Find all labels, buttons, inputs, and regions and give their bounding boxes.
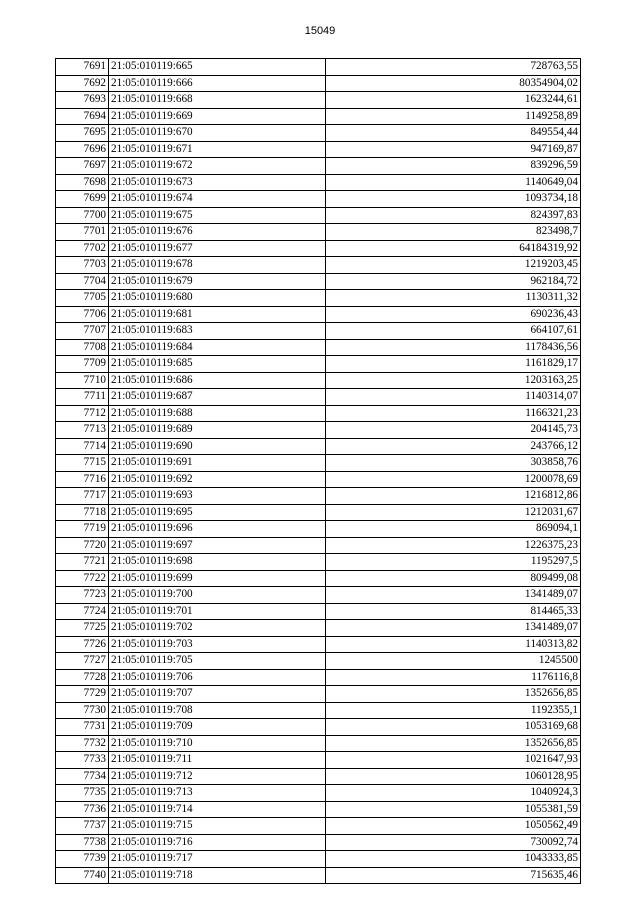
row-number-cell: 7729 <box>56 686 109 703</box>
row-number-cell: 7698 <box>56 174 109 191</box>
value-cell: 1341489,07 <box>326 620 581 637</box>
row-number-cell: 7702 <box>56 240 109 257</box>
cadastral-number-cell: 21:05:010119:696 <box>109 521 326 538</box>
row-number-cell: 7709 <box>56 356 109 373</box>
table-row <box>56 438 581 455</box>
row-number-cell: 7727 <box>56 653 109 670</box>
cadastral-number-cell: 21:05:010119:701 <box>109 603 326 620</box>
cadastral-number-cell: 21:05:010119:711 <box>109 752 326 769</box>
value-cell: 849554,44 <box>326 125 581 142</box>
page-number: 15049 <box>304 25 336 37</box>
value-cell: 1149258,89 <box>326 108 581 125</box>
value-cell: 1245500 <box>326 653 581 670</box>
table-row <box>56 834 581 851</box>
row-number-cell: 7723 <box>56 587 109 604</box>
row-number-cell: 7737 <box>56 818 109 835</box>
cadastral-number-cell: 21:05:010119:689 <box>109 422 326 439</box>
cadastral-number-cell: 21:05:010119:699 <box>109 570 326 587</box>
table-row <box>56 306 581 323</box>
cadastral-number-cell: 21:05:010119:712 <box>109 768 326 785</box>
row-number-cell: 7699 <box>56 191 109 208</box>
table-row <box>56 257 581 274</box>
cadastral-number-cell: 21:05:010119:679 <box>109 273 326 290</box>
value-cell: 1341489,07 <box>326 587 581 604</box>
row-number-cell: 7710 <box>56 372 109 389</box>
table-row <box>56 785 581 802</box>
value-cell: 1216812,86 <box>326 488 581 505</box>
row-number-cell: 7708 <box>56 339 109 356</box>
value-cell: 1043333,85 <box>326 851 581 868</box>
value-cell: 1212031,67 <box>326 504 581 521</box>
value-cell: 809499,08 <box>326 570 581 587</box>
row-number-cell: 7692 <box>56 75 109 92</box>
cadastral-number-cell: 21:05:010119:686 <box>109 372 326 389</box>
table-row <box>56 504 581 521</box>
table-row <box>56 339 581 356</box>
row-number-cell: 7725 <box>56 620 109 637</box>
table-row <box>56 92 581 109</box>
value-cell: 80354904,02 <box>326 75 581 92</box>
table-row <box>56 801 581 818</box>
table-row <box>56 224 581 241</box>
value-cell: 1226375,23 <box>326 537 581 554</box>
registry-table-body <box>56 59 581 884</box>
value-cell: 243766,12 <box>326 438 581 455</box>
cadastral-number-cell: 21:05:010119:678 <box>109 257 326 274</box>
row-number-cell: 7733 <box>56 752 109 769</box>
cadastral-number-cell: 21:05:010119:665 <box>109 59 326 76</box>
row-number-cell: 7724 <box>56 603 109 620</box>
cadastral-number-cell: 21:05:010119:688 <box>109 405 326 422</box>
table-row <box>56 587 581 604</box>
row-number-cell: 7714 <box>56 438 109 455</box>
table-row <box>56 636 581 653</box>
cadastral-number-cell: 21:05:010119:669 <box>109 108 326 125</box>
table-row <box>56 422 581 439</box>
cadastral-number-cell: 21:05:010119:718 <box>109 867 326 884</box>
value-cell: 1093734,18 <box>326 191 581 208</box>
table-row <box>56 768 581 785</box>
value-cell: 728763,55 <box>326 59 581 76</box>
value-cell: 1192355,1 <box>326 702 581 719</box>
row-number-cell: 7728 <box>56 669 109 686</box>
table-row <box>56 158 581 175</box>
value-cell: 1203163,25 <box>326 372 581 389</box>
table-row <box>56 389 581 406</box>
table-row <box>56 356 581 373</box>
value-cell: 1130311,32 <box>326 290 581 307</box>
table-row <box>56 603 581 620</box>
value-cell: 1140649,04 <box>326 174 581 191</box>
table-row <box>56 554 581 571</box>
row-number-cell: 7736 <box>56 801 109 818</box>
row-number-cell: 7695 <box>56 125 109 142</box>
row-number-cell: 7705 <box>56 290 109 307</box>
row-number-cell: 7693 <box>56 92 109 109</box>
table-row <box>56 174 581 191</box>
row-number-cell: 7735 <box>56 785 109 802</box>
table-row <box>56 323 581 340</box>
cadastral-number-cell: 21:05:010119:710 <box>109 735 326 752</box>
value-cell: 1176116,8 <box>326 669 581 686</box>
table-row <box>56 686 581 703</box>
cadastral-number-cell: 21:05:010119:695 <box>109 504 326 521</box>
table-row <box>56 570 581 587</box>
cadastral-number-cell: 21:05:010119:683 <box>109 323 326 340</box>
cadastral-number-cell: 21:05:010119:702 <box>109 620 326 637</box>
value-cell: 1040924,3 <box>326 785 581 802</box>
value-cell: 1021647,93 <box>326 752 581 769</box>
table-row <box>56 653 581 670</box>
row-number-cell: 7734 <box>56 768 109 785</box>
row-number-cell: 7712 <box>56 405 109 422</box>
value-cell: 690236,43 <box>326 306 581 323</box>
table-row <box>56 405 581 422</box>
value-cell: 64184319,92 <box>326 240 581 257</box>
row-number-cell: 7704 <box>56 273 109 290</box>
cadastral-number-cell: 21:05:010119:717 <box>109 851 326 868</box>
value-cell: 204145,73 <box>326 422 581 439</box>
cadastral-number-cell: 21:05:010119:713 <box>109 785 326 802</box>
row-number-cell: 7726 <box>56 636 109 653</box>
value-cell: 1140313,82 <box>326 636 581 653</box>
cadastral-number-cell: 21:05:010119:703 <box>109 636 326 653</box>
cadastral-number-cell: 21:05:010119:708 <box>109 702 326 719</box>
table-row <box>56 735 581 752</box>
cadastral-number-cell: 21:05:010119:671 <box>109 141 326 158</box>
row-number-cell: 7738 <box>56 834 109 851</box>
table-row <box>56 702 581 719</box>
value-cell: 664107,61 <box>326 323 581 340</box>
table-row <box>56 471 581 488</box>
cadastral-number-cell: 21:05:010119:685 <box>109 356 326 373</box>
table-row <box>56 818 581 835</box>
cadastral-number-cell: 21:05:010119:705 <box>109 653 326 670</box>
row-number-cell: 7739 <box>56 851 109 868</box>
row-number-cell: 7716 <box>56 471 109 488</box>
table-row <box>56 620 581 637</box>
table-row <box>56 273 581 290</box>
table-row <box>56 455 581 472</box>
value-cell: 1050562,49 <box>326 818 581 835</box>
cadastral-number-cell: 21:05:010119:714 <box>109 801 326 818</box>
cadastral-number-cell: 21:05:010119:698 <box>109 554 326 571</box>
row-number-cell: 7722 <box>56 570 109 587</box>
row-number-cell: 7740 <box>56 867 109 884</box>
value-cell: 962184,72 <box>326 273 581 290</box>
row-number-cell: 7700 <box>56 207 109 224</box>
value-cell: 1623244,61 <box>326 92 581 109</box>
cadastral-number-cell: 21:05:010119:687 <box>109 389 326 406</box>
cadastral-number-cell: 21:05:010119:715 <box>109 818 326 835</box>
value-cell: 1178436,56 <box>326 339 581 356</box>
value-cell: 814465,33 <box>326 603 581 620</box>
row-number-cell: 7730 <box>56 702 109 719</box>
row-number-cell: 7694 <box>56 108 109 125</box>
row-number-cell: 7732 <box>56 735 109 752</box>
row-number-cell: 7713 <box>56 422 109 439</box>
value-cell: 1352656,85 <box>326 686 581 703</box>
table-row <box>56 290 581 307</box>
row-number-cell: 7691 <box>56 59 109 76</box>
table-row <box>56 372 581 389</box>
cadastral-number-cell: 21:05:010119:691 <box>109 455 326 472</box>
table-row <box>56 867 581 884</box>
value-cell: 1352656,85 <box>326 735 581 752</box>
value-cell: 1161829,17 <box>326 356 581 373</box>
row-number-cell: 7715 <box>56 455 109 472</box>
value-cell: 823498,7 <box>326 224 581 241</box>
cadastral-number-cell: 21:05:010119:700 <box>109 587 326 604</box>
value-cell: 303858,76 <box>326 455 581 472</box>
table-row <box>56 537 581 554</box>
cadastral-number-cell: 21:05:010119:690 <box>109 438 326 455</box>
cadastral-number-cell: 21:05:010119:677 <box>109 240 326 257</box>
cadastral-number-cell: 21:05:010119:693 <box>109 488 326 505</box>
row-number-cell: 7720 <box>56 537 109 554</box>
value-cell: 839296,59 <box>326 158 581 175</box>
cadastral-number-cell: 21:05:010119:706 <box>109 669 326 686</box>
table-row <box>56 488 581 505</box>
row-number-cell: 7721 <box>56 554 109 571</box>
value-cell: 1219203,45 <box>326 257 581 274</box>
cadastral-number-cell: 21:05:010119:676 <box>109 224 326 241</box>
cadastral-number-cell: 21:05:010119:675 <box>109 207 326 224</box>
value-cell: 824397,83 <box>326 207 581 224</box>
row-number-cell: 7717 <box>56 488 109 505</box>
cadastral-number-cell: 21:05:010119:681 <box>109 306 326 323</box>
cadastral-number-cell: 21:05:010119:716 <box>109 834 326 851</box>
table-row <box>56 521 581 538</box>
value-cell: 1195297,5 <box>326 554 581 571</box>
cadastral-number-cell: 21:05:010119:666 <box>109 75 326 92</box>
value-cell: 1053169,68 <box>326 719 581 736</box>
value-cell: 947169,87 <box>326 141 581 158</box>
row-number-cell: 7697 <box>56 158 109 175</box>
value-cell: 1200078,69 <box>326 471 581 488</box>
table-row <box>56 669 581 686</box>
cadastral-number-cell: 21:05:010119:697 <box>109 537 326 554</box>
cadastral-number-cell: 21:05:010119:692 <box>109 471 326 488</box>
table-row <box>56 191 581 208</box>
value-cell: 730092,74 <box>326 834 581 851</box>
row-number-cell: 7731 <box>56 719 109 736</box>
table-row <box>56 75 581 92</box>
registry-table <box>55 58 581 884</box>
row-number-cell: 7718 <box>56 504 109 521</box>
table-row <box>56 851 581 868</box>
row-number-cell: 7719 <box>56 521 109 538</box>
table-row <box>56 719 581 736</box>
table-row <box>56 240 581 257</box>
cadastral-number-cell: 21:05:010119:674 <box>109 191 326 208</box>
cadastral-number-cell: 21:05:010119:707 <box>109 686 326 703</box>
table-row <box>56 125 581 142</box>
value-cell: 1055381,59 <box>326 801 581 818</box>
row-number-cell: 7706 <box>56 306 109 323</box>
row-number-cell: 7703 <box>56 257 109 274</box>
table-row <box>56 141 581 158</box>
cadastral-number-cell: 21:05:010119:672 <box>109 158 326 175</box>
table-row <box>56 752 581 769</box>
row-number-cell: 7711 <box>56 389 109 406</box>
value-cell: 715635,46 <box>326 867 581 884</box>
value-cell: 1060128,95 <box>326 768 581 785</box>
cadastral-number-cell: 21:05:010119:680 <box>109 290 326 307</box>
value-cell: 869094,1 <box>326 521 581 538</box>
table-row <box>56 108 581 125</box>
value-cell: 1140314,07 <box>326 389 581 406</box>
cadastral-number-cell: 21:05:010119:668 <box>109 92 326 109</box>
cadastral-number-cell: 21:05:010119:684 <box>109 339 326 356</box>
table-row <box>56 207 581 224</box>
table-row <box>56 59 581 76</box>
cadastral-number-cell: 21:05:010119:673 <box>109 174 326 191</box>
value-cell: 1166321,23 <box>326 405 581 422</box>
row-number-cell: 7701 <box>56 224 109 241</box>
row-number-cell: 7707 <box>56 323 109 340</box>
cadastral-number-cell: 21:05:010119:709 <box>109 719 326 736</box>
row-number-cell: 7696 <box>56 141 109 158</box>
cadastral-number-cell: 21:05:010119:670 <box>109 125 326 142</box>
